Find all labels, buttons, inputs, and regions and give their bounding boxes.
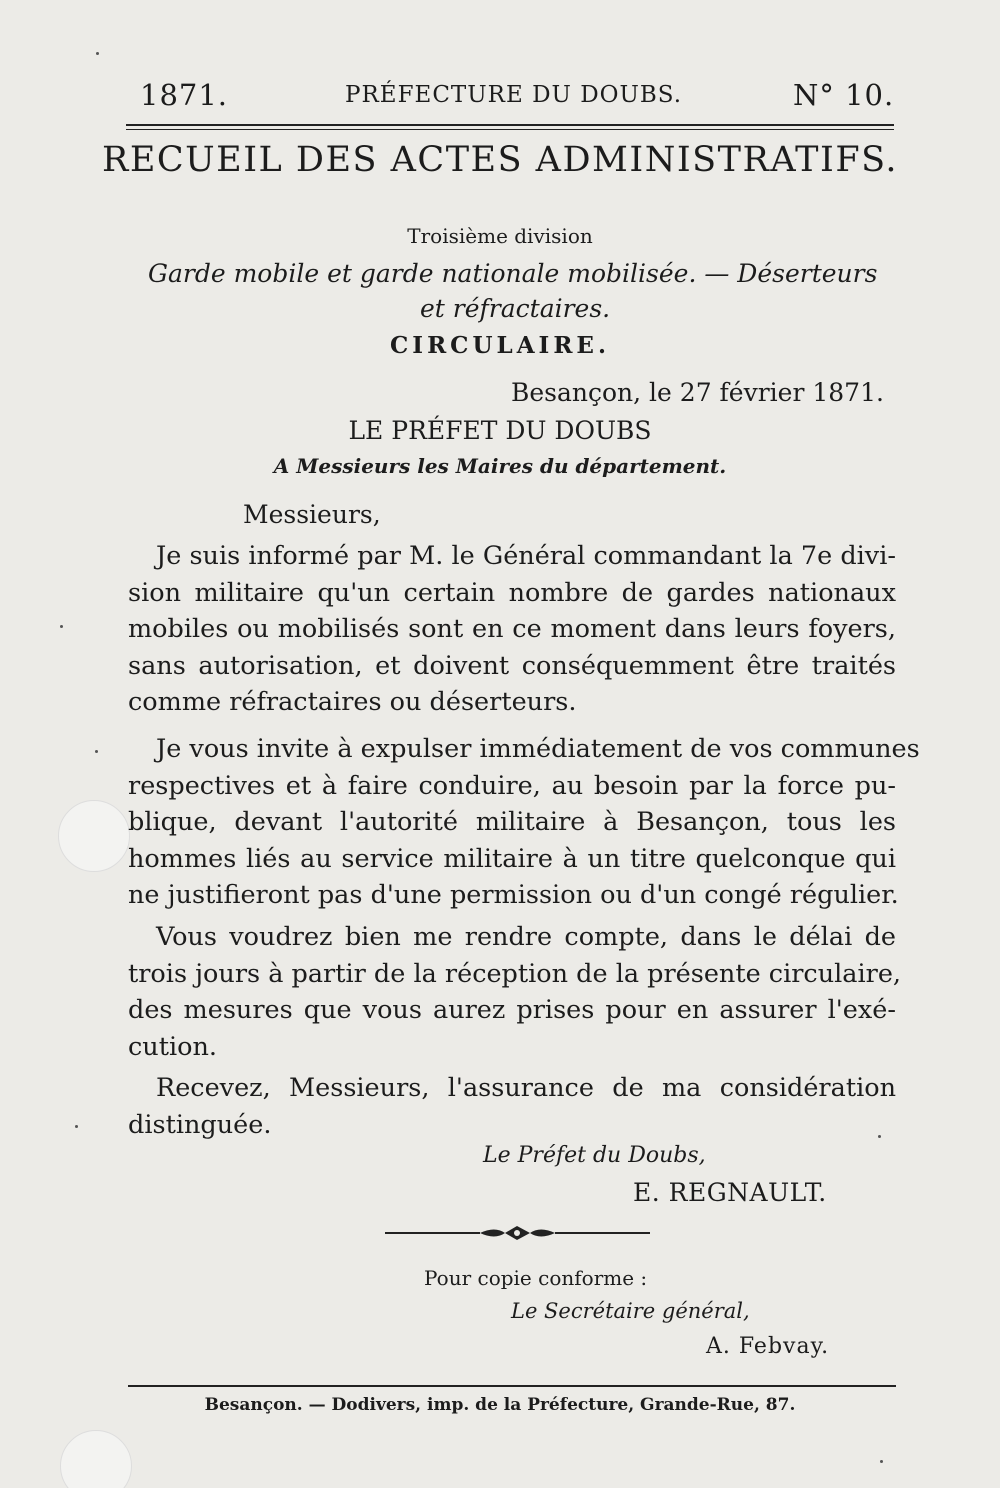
paragraph-line: hommes liés au service militaire à un titre quelconque qui — [128, 843, 896, 874]
paper-speck — [60, 625, 63, 628]
paragraph-line: blique, devant l'autorité militaire à Besançon, tous les — [128, 807, 896, 838]
signature-role: Le Préfet du Doubs, — [483, 1143, 706, 1168]
subject-line-2: et réfractaires. — [420, 294, 611, 323]
paragraph-2 — [128, 731, 920, 914]
paragraph-line: des mesures que vous aurez prises pour en assurer l'exé- — [128, 995, 896, 1026]
ornament-divider-icon — [385, 1218, 650, 1248]
copy-label: Pour copie conforme : — [424, 1266, 648, 1290]
division-label: Troisième division — [407, 224, 593, 248]
punch-hole — [58, 800, 130, 872]
salutation: Messieurs, — [243, 500, 381, 529]
paper-speck — [96, 52, 99, 55]
issuer-title: LE PRÉFET DU DOUBS — [348, 416, 652, 445]
paragraph-line: Vous voudrez bien me rendre compte, dans le délai de — [156, 922, 896, 952]
circular-label: CIRCULAIRE. — [390, 332, 610, 359]
paper-speck — [880, 1460, 883, 1463]
printer-footer: Besançon. — Dodivers, imp. de la Préfecture, Grande-Rue, 87. — [204, 1395, 796, 1415]
footer-rule — [128, 1385, 896, 1387]
header-rule-thin — [126, 129, 894, 130]
paper-speck — [75, 1125, 78, 1128]
paragraph-line: Recevez, Messieurs, l'assurance de ma considération — [156, 1073, 896, 1103]
signature-name: E. REGNAULT. — [633, 1178, 827, 1207]
header-prefecture: PRÉFECTURE DU DOUBS. — [345, 82, 683, 108]
punch-hole — [60, 1430, 132, 1488]
paper-speck — [878, 1135, 881, 1138]
subject-line-1: Garde mobile et garde nationale mobilisée. — Déserteurs — [148, 259, 878, 288]
paragraph-line: comme réfractaires ou déserteurs. — [128, 687, 577, 718]
paper-speck — [95, 750, 98, 753]
header-number: N° 10. — [793, 78, 895, 112]
paragraph-line: distinguée. — [128, 1109, 272, 1140]
header-rule — [126, 124, 894, 126]
paragraph-1 — [128, 538, 896, 721]
paragraph-line: sans autorisation, et doivent conséquemment être traités — [128, 650, 896, 681]
paragraph-line: ne justifieront pas d'une permission ou d'un congé régulier. — [128, 880, 899, 911]
paragraph-line: sion militaire qu'un certain nombre de gardes nationaux — [128, 577, 896, 608]
addressee: A Messieurs les Maires du département. — [273, 454, 727, 478]
paragraph-line: trois jours à partir de la réception de la présente circulaire, — [128, 958, 902, 989]
secretary-role: Le Secrétaire général, — [511, 1299, 750, 1323]
paragraph-line: respectives et à faire conduire, au besoin par la force pu- — [128, 770, 896, 801]
document-title: RECUEIL DES ACTES ADMINISTRATIFS. — [102, 140, 898, 180]
secretary-name: A. Febvay. — [706, 1334, 830, 1359]
paragraph-line: Je suis informé par M. le Général commandant la 7e divi- — [156, 541, 896, 571]
paragraph-line: mobiles ou mobilisés sont en ce moment dans leurs foyers, — [128, 614, 896, 645]
paragraph-line: cution. — [128, 1031, 217, 1062]
paragraph-3 — [128, 919, 902, 1065]
dateline: Besançon, le 27 février 1871. — [511, 378, 884, 407]
paragraph-line: Je vous invite à expulser immédiatement de vos communes — [156, 734, 920, 764]
header-year: 1871. — [140, 78, 229, 112]
paragraph-4 — [128, 1070, 896, 1143]
